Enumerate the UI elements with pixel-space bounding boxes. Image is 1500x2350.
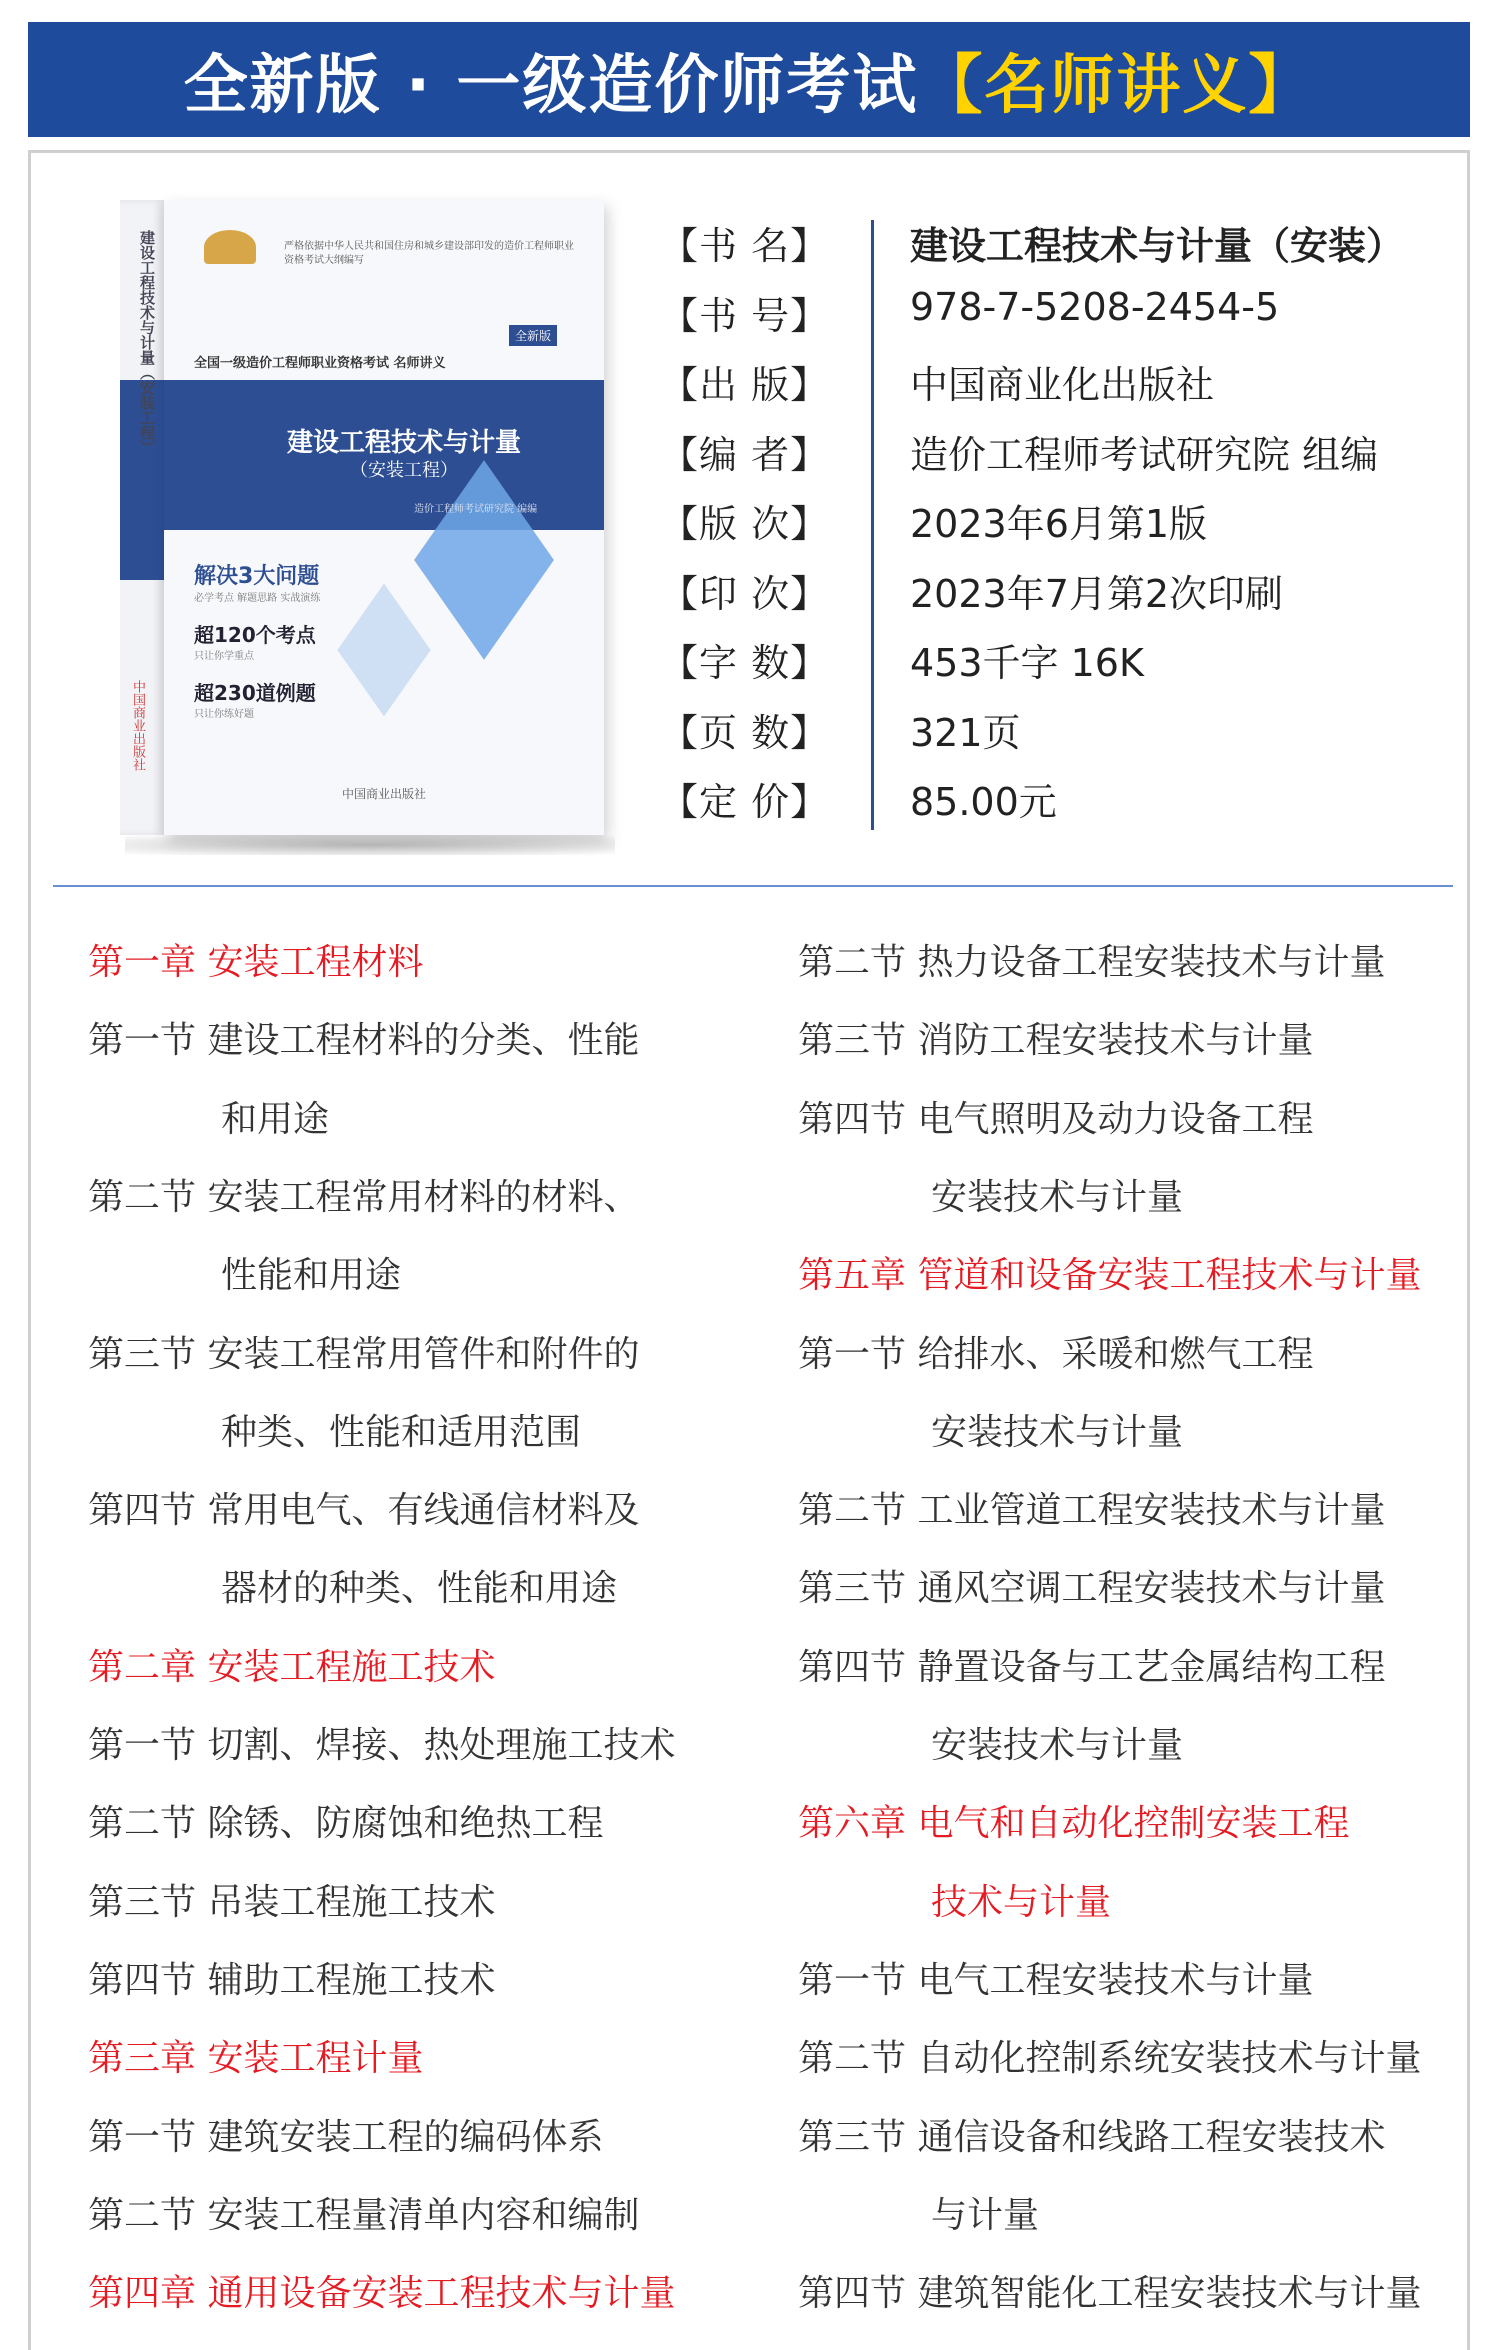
info-row: [660, 285, 1460, 345]
toc-right-item: 第六章 电气和自动化控制安装工程: [798, 1803, 1350, 1845]
info-row: [660, 632, 1460, 692]
info-row: [660, 424, 1460, 484]
info-value: 造价工程师考试研究院 组编: [910, 432, 1379, 477]
info-value: 453千字 16K: [910, 641, 1144, 685]
toc-right-item: 第三节 消防工程安装技术与计量: [798, 1020, 1314, 1062]
spine-title: 建设工程技术与计量（安装工程）: [138, 230, 156, 455]
cover-small-text: 严格依据中华人民共和国住房和城乡建设部印发的造价工程师职业资格考试大纲编写: [284, 241, 574, 266]
publisher-logo-icon: [204, 230, 256, 264]
info-divider: [871, 220, 874, 830]
slogan-2b: 只让你学重点: [194, 651, 254, 662]
toc-left-item: 第三节 吊装工程施工技术: [88, 1881, 496, 1923]
toc-left-item: 种类、性能和适用范围: [221, 1411, 582, 1453]
cover-edition-tag: 全新版: [509, 325, 557, 346]
banner-title: [184, 34, 1315, 126]
banner-title-main: 全新版 · 一级造价师考试: [183, 48, 919, 123]
toc-left-item: 器材的种类、性能和用途: [221, 1568, 618, 1610]
book-spine: [120, 200, 164, 835]
slogan-2: 超120个考点: [194, 623, 316, 647]
toc-left-item: 第三章 安装工程计量: [88, 2038, 424, 2080]
cover-title: 建设工程技术与计量: [286, 428, 521, 458]
slogan-3: 超230道例题: [194, 681, 316, 705]
banner-title-highlight: 【名师讲义】: [918, 48, 1315, 123]
info-value: 2023年6月第1版: [910, 502, 1208, 546]
info-value: 321页: [910, 710, 1021, 755]
cover-series: 全国一级造价工程师职业资格考试 名师讲义: [194, 356, 446, 371]
info-row: [660, 493, 1460, 553]
info-label: 【页 数】: [660, 710, 830, 755]
info-row: [660, 702, 1460, 762]
slogan-3b: 只让你练好题: [194, 709, 254, 720]
info-label: 【版 次】: [660, 502, 830, 546]
toc-right-item: 安装技术与计量: [931, 1176, 1184, 1218]
toc-left-item: 第四节 常用电气、有线通信材料及: [88, 1490, 640, 1532]
toc-left-item: 第一节 切割、焊接、热处理施工技术: [88, 1725, 676, 1766]
info-row: [660, 771, 1460, 831]
slogan-main: 解决3大问题: [194, 564, 320, 589]
toc-left-item: 和用途: [221, 1098, 330, 1140]
toc-left-item: 第一节 建筑安装工程的编码体系: [88, 2116, 604, 2158]
toc-right-item: 第五章 管道和设备安装工程技术与计量: [798, 1255, 1422, 1297]
toc-right-item: 第二节 热力设备工程安装技术与计量: [798, 942, 1386, 983]
toc-right-item: 第二节 工业管道工程安装技术与计量: [798, 1490, 1386, 1532]
info-label: 【字 数】: [660, 641, 830, 685]
info-value: 2023年7月第2次印刷: [910, 571, 1284, 616]
info-row: [660, 354, 1460, 414]
section-divider: [53, 885, 1453, 887]
toc-right-item: 第一节 给排水、采暖和燃气工程: [798, 1333, 1314, 1375]
toc-left-item: 第一节 建设工程材料的分类、性能: [88, 1020, 640, 1062]
cover-subtitle: （安装工程）: [350, 460, 458, 481]
info-label: 【书 号】: [660, 293, 830, 338]
toc-right-item: 第四节 建筑智能化工程安装技术与计量: [798, 2273, 1422, 2315]
info-value: 978-7-5208-2454-5: [910, 284, 1280, 329]
toc-left-item: 第四章 通用设备安装工程技术与计量: [88, 2273, 676, 2315]
toc-right-item: 第一节 电气工程安装技术与计量: [798, 1959, 1314, 2001]
toc-left-item: 第二章 安装工程施工技术: [88, 1646, 496, 1688]
cover-slogans: [194, 565, 394, 740]
info-label: 【编 者】: [660, 432, 830, 477]
info-value: 中国商业化出版社: [910, 363, 1215, 407]
info-value: 85.00元: [910, 780, 1057, 824]
toc-right-item: 技术与计量: [931, 1881, 1112, 1923]
info-row: [660, 563, 1460, 623]
info-label: 【定 价】: [660, 780, 830, 824]
slogan-main-sub: 必学考点 解题思路 实战演练: [194, 593, 321, 604]
info-label: 【印 次】: [660, 571, 830, 616]
toc-left-item: 第二节 除锈、防腐蚀和绝热工程: [88, 1803, 604, 1845]
toc-right-item: 第四节 电气照明及动力设备工程: [798, 1098, 1314, 1140]
info-label: 【书 名】: [660, 224, 830, 268]
book-cover: [164, 200, 604, 835]
toc-left-item: 性能和用途: [221, 1255, 402, 1297]
toc-right-item: 安装技术与计量: [931, 1725, 1184, 1766]
toc-right-item: 与计量: [931, 2194, 1040, 2236]
book-shadow: [125, 835, 615, 855]
toc-left-item: 第三节 安装工程常用管件和附件的: [88, 1333, 640, 1375]
toc-left-item: 第一章 安装工程材料: [88, 942, 424, 983]
toc-right-item: 第三节 通信设备和线路工程安装技术: [798, 2116, 1386, 2158]
info-row: [660, 215, 1460, 275]
info-value: 建设工程技术与计量（安装）: [910, 224, 1405, 268]
toc-right-item: 第四节 静置设备与工艺金属结构工程: [798, 1646, 1386, 1688]
toc-left-item: 第四节 辅助工程施工技术: [88, 1959, 496, 2001]
toc-left-item: 第二节 安装工程量清单内容和编制: [88, 2194, 640, 2236]
cover-editor: 造价工程师考试研究院 编编: [414, 504, 538, 515]
header-banner: [28, 22, 1470, 137]
toc-right-item: 第二节 自动化控制系统安装技术与计量: [798, 2038, 1422, 2080]
info-label: 【出 版】: [660, 363, 830, 407]
toc-left-item: 第二节 安装工程常用材料的材料、: [88, 1176, 640, 1218]
cover-publisher: 中国商业出版社: [341, 787, 426, 801]
spine-publisher: 中国商业出版社: [130, 680, 145, 771]
toc-right-item: 第三节 通风空调工程安装技术与计量: [798, 1568, 1386, 1610]
toc-right-item: 安装技术与计量: [931, 1411, 1184, 1453]
